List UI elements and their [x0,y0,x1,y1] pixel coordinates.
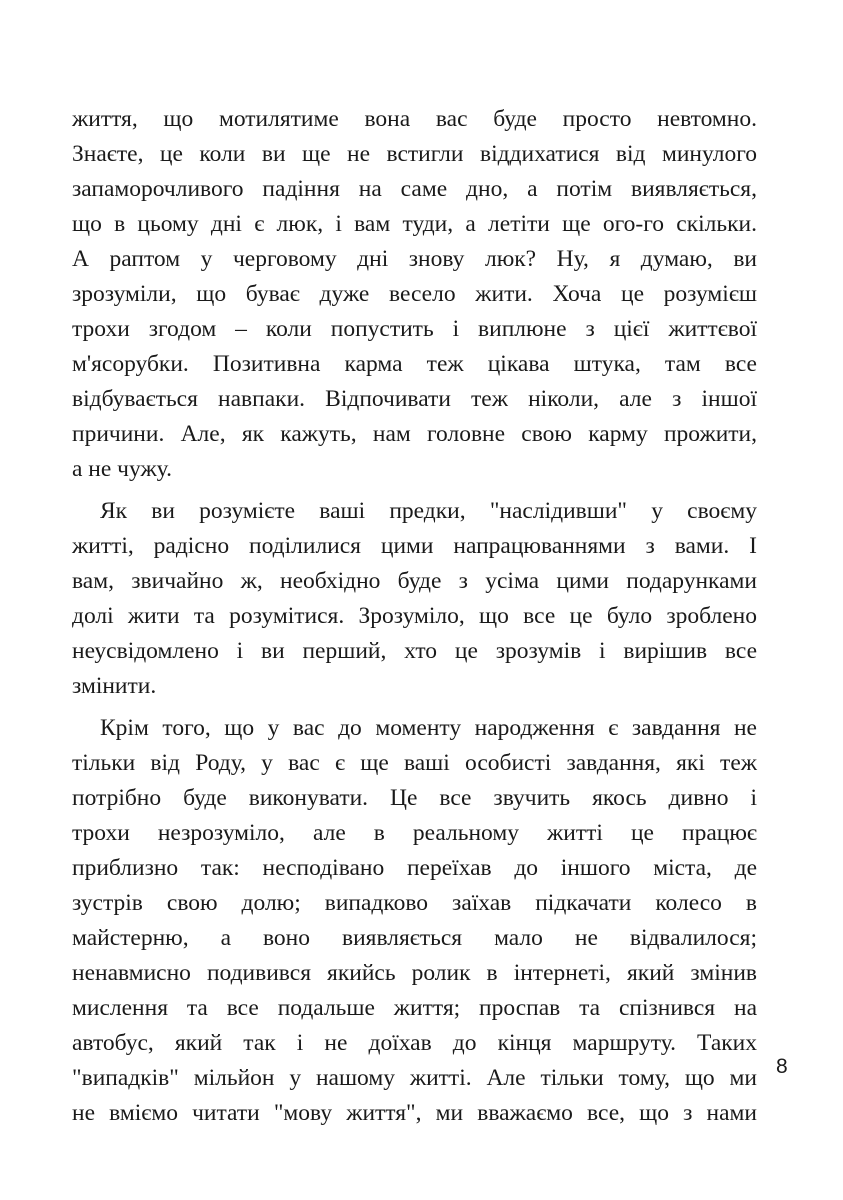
text-line: Як ви розумієте ваші предки, "наслідивши" у своєму [100,498,757,524]
text-line: зустрів свою долю; випадково заїхав підкачати колесо в [72,890,757,916]
text-line: "випадків" мільйон у нашому житті. Але тільки тому, що ми [72,1065,757,1091]
page-number: 8 [776,1055,788,1078]
text-line: м'ясорубки. Позитивна карма теж цікава штука, там все [72,351,757,377]
text-line: зрозуміли, що буває дуже весело жити. Хоча це розумієш [72,281,757,307]
text-line: Знаєте, це коли ви ще не встигли віддихатися від минулого [72,141,757,167]
text-line: життя, що мотилятиме вона вас буде просто невтомно. [72,106,757,132]
text-line: змінити. [72,673,157,699]
text-line: причини. Але, як кажуть, нам головне свою карму прожити, [72,421,757,447]
text-line: не вміємо читати "мову життя", ми вважаємо все, що з нами [72,1100,757,1126]
text-line: долі жити та розумітися. Зрозуміло, що все це було зроблено [72,603,757,629]
text-line: приблизно так: несподівано переїхав до іншого міста, де [72,855,757,881]
text-line: що в цьому дні є люк, і вам туди, а летіти ще ого-го скільки. [72,211,757,237]
paragraph-3 [72,711,757,1131]
text-line: А раптом у черговому дні знову люк? Ну, я думаю, ви [72,246,757,272]
text-line: відбувається навпаки. Відпочивати теж ніколи, але з іншої [72,386,757,412]
text-line: житті, радісно поділилися цими напрацюваннями з вами. І [72,533,757,559]
text-line: мислення та все подальше життя; проспав та спізнився на [72,995,757,1021]
body-text [72,102,757,1131]
text-line: трохи згодом – коли попустить і виплюне з цієї життєвої [72,316,757,342]
text-line: неусвідомлено і ви перший, хто це зрозумів і вирішив все [72,638,757,664]
text-line: а не чужу. [72,456,172,482]
paragraph-2 [72,494,757,704]
text-line: потрібно буде виконувати. Це все звучить якось дивно і [72,785,757,811]
text-line: автобус, який так і не доїхав до кінця маршруту. Таких [72,1030,757,1056]
paragraph-1 [72,102,757,487]
text-line: запаморочливого падіння на саме дно, а потім виявляється, [72,176,757,202]
text-line: трохи незрозуміло, але в реальному житті це працює [72,820,757,846]
text-line: майстерню, а воно виявляється мало не відвалилося; [72,925,757,951]
text-line: тільки від Роду, у вас є ще ваші особисті завдання, які теж [72,750,757,776]
text-line: Крім того, що у вас до моменту народження є завдання не [100,715,757,741]
text-line: ненавмисно подивився якийсь ролик в інтернеті, який змінив [72,960,757,986]
text-line: вам, звичайно ж, необхідно буде з усіма цими подарунками [72,568,757,594]
